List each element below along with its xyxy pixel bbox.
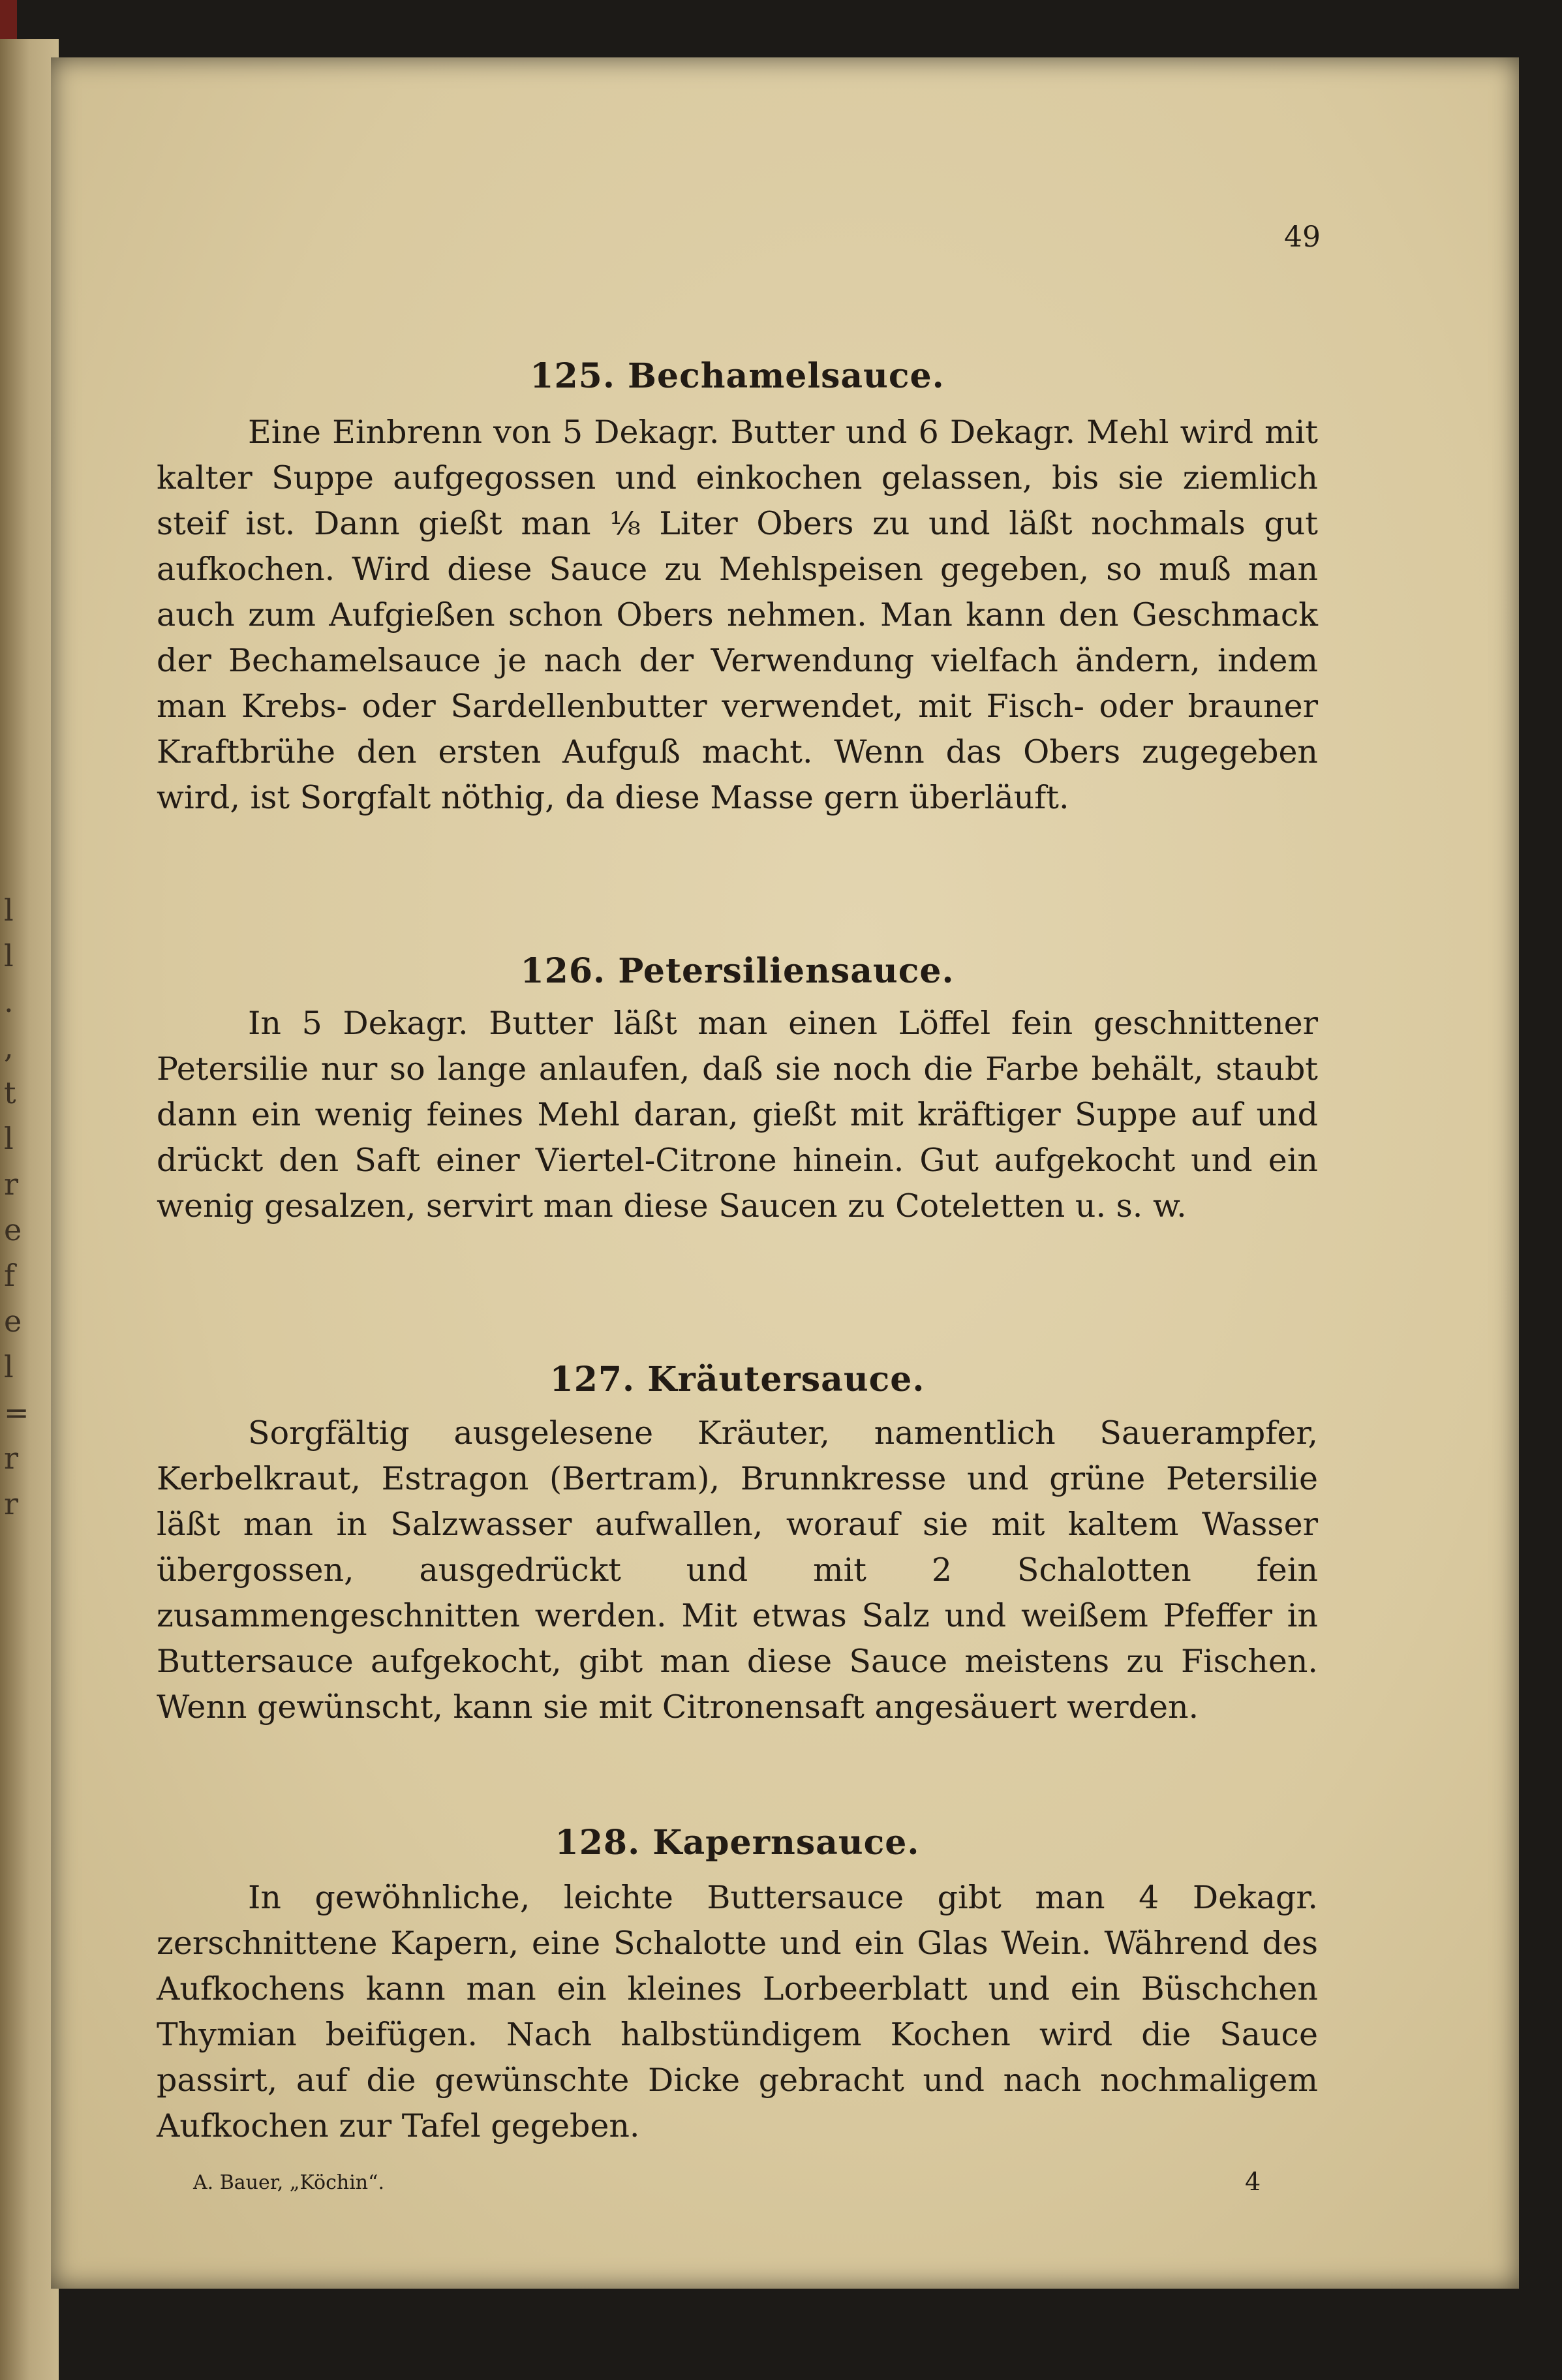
recipe-heading-128: 128. Kapernsauce.	[555, 1823, 920, 1863]
recipe-text-126: In 5 Dekagr. Butter läßt man einen Löffel fein geschnittener Petersilie nur so lange anlaufen, daß sie noch die Farbe behält, staubt dann ein wenig feines Mehl daran, gießt mit kräftiger Suppe auf und drückt den Saft einer Viertel-Citrone hinein. Gut aufgekocht und ein wenig gesalzen, servirt man diese Saucen zu Coteletten u. s. w.	[157, 1005, 1318, 1225]
recipe-heading-125: 125. Bechamelsauce.	[530, 356, 945, 396]
previous-page-edge-letters: l l . , t l r e f e l = r r	[4, 892, 29, 1521]
recipe-text-125: Eine Einbrenn von 5 Dekagr. Butter und 6 Dekagr. Mehl wird mit kalter Suppe aufgegossen und einkochen gelassen, bis sie ziemlich steif ist. Dann gießt man ⅛ Liter Obers zu und läßt nochmals gut aufkochen. Wird diese Sauce zu Mehlspeisen gegeben, so muß man auch zum Aufgießen schon Obers nehmen. Man kann den Geschmack der Bechamelsauce je nach der Verwendung vielfach ändern, indem man Krebs- oder Sardellenbutter verwendet, mit Fisch- oder brauner Kraftbrühe den ersten Aufguß macht. Wenn das Obers zugegeben wird, ist Sorgfalt nöthig, da diese Masse gern überläuft.	[157, 414, 1318, 816]
page-number: 49	[1284, 221, 1321, 254]
footer-signature: A. Bauer, „Köchin“.	[193, 2171, 384, 2194]
recipe-text-127: Sorgfältig ausgelesene Kräuter, namentlich Sauerampfer, Kerbelkraut, Estragon (Bertram), Brunnkresse und grüne Petersilie läßt man in Salzwasser aufwallen, worauf sie mit kaltem Wasser übergossen, ausgedrückt und mit 2 Schalotten fein zusammengeschnitten werden. Mit etwas Salz und weißem Pfeffer in Buttersauce aufgekocht, gibt man diese Sauce meistens zu Fischen. Wenn gewünscht, kann sie mit Citronensaft angesäuert werden.	[157, 1414, 1318, 1726]
recipe-text-128: In gewöhnliche, leichte Buttersauce gibt man 4 Dekagr. zerschnittene Kapern, eine Schalotte und ein Glas Wein. Während des Aufkochens kann man ein kleines Lorbeerblatt und ein Büschchen Thymian beifügen. Nach halbstündigem Kochen wird die Sauce passirt, auf die gewünschte Dicke gebracht und nach nochmaligem Aufkochen zur Tafel gegeben.	[157, 1879, 1318, 2144]
footer-sheet-number: 4	[1245, 2167, 1261, 2196]
recipe-heading-126: 126. Petersiliensauce.	[520, 951, 955, 991]
recipe-heading-127: 127. Kräutersauce.	[549, 1360, 925, 1399]
previous-page-edge	[0, 39, 59, 2380]
book-page	[51, 57, 1519, 2289]
